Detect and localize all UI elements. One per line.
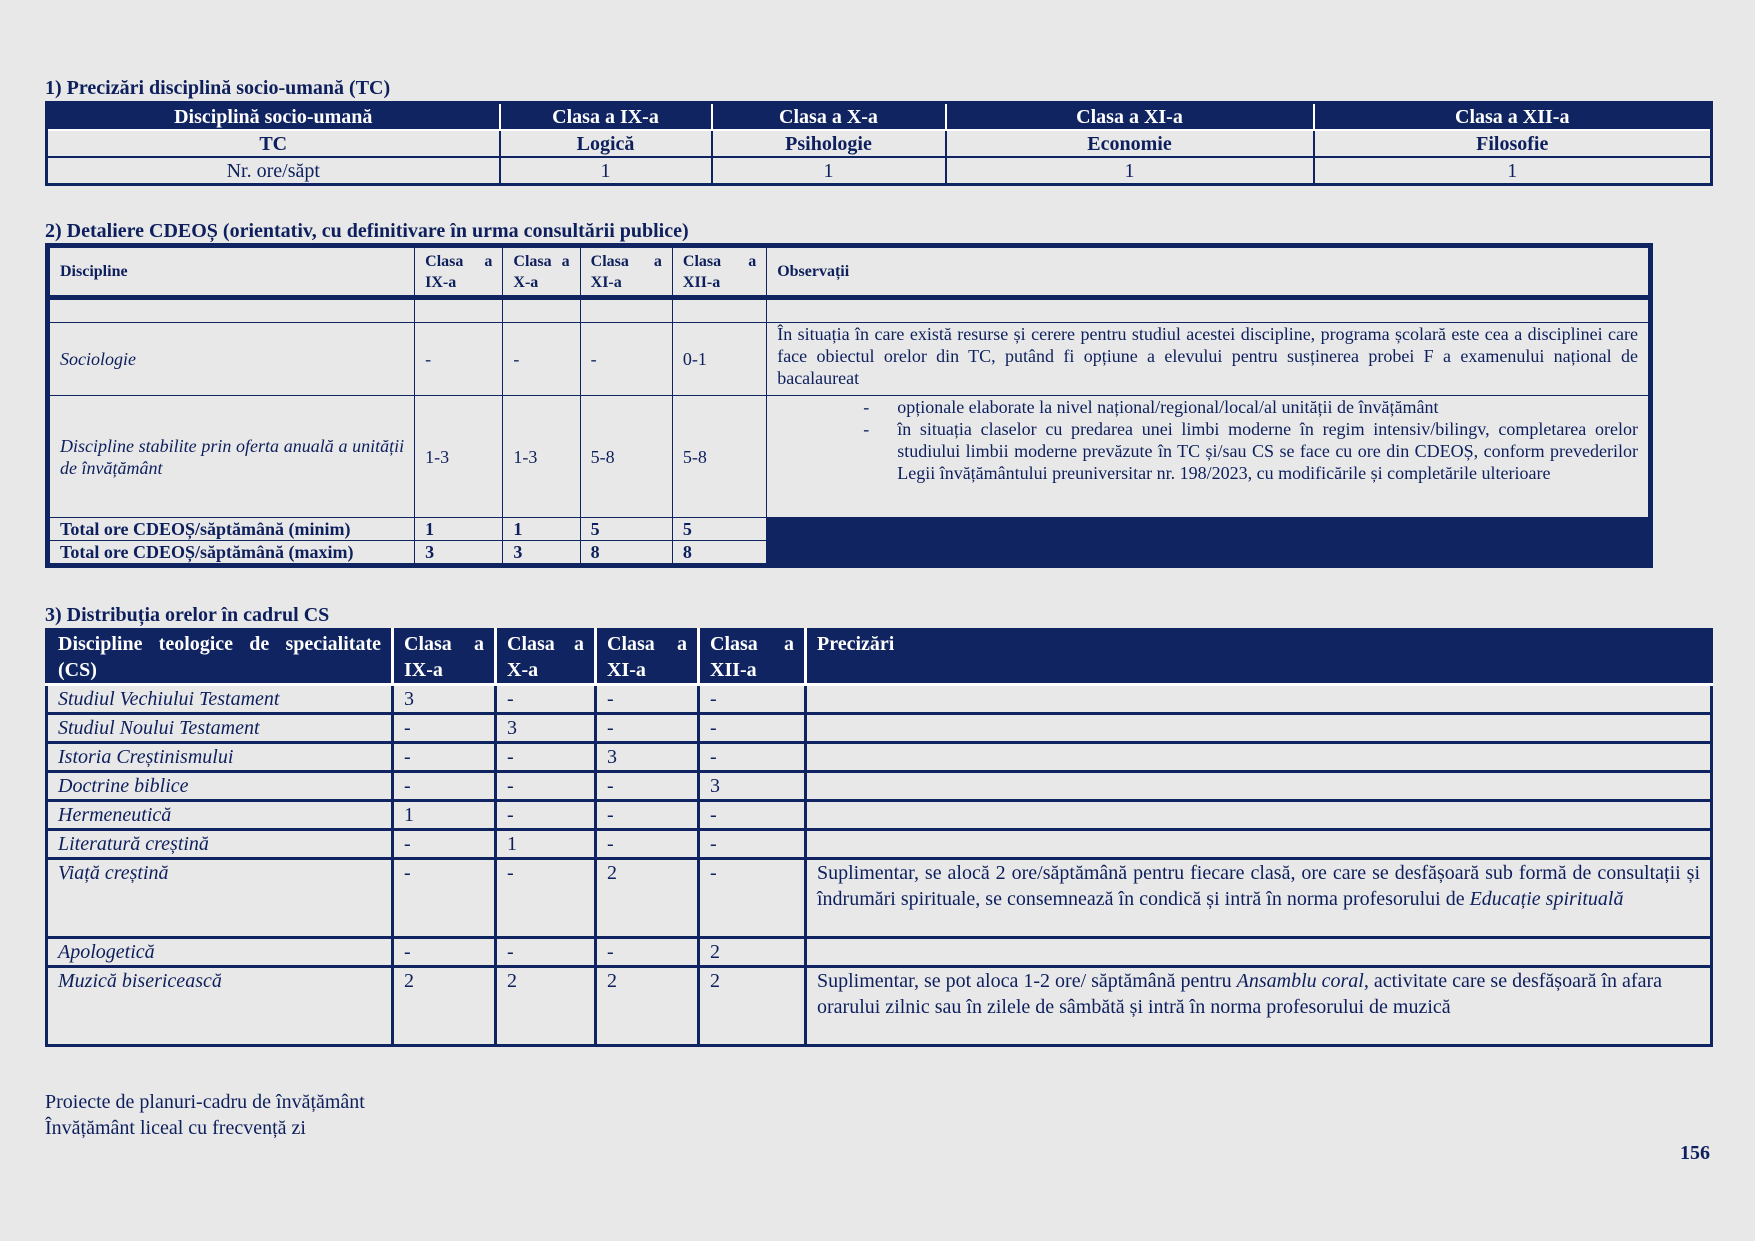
table-cell: 3 xyxy=(496,714,596,743)
column-header: Clasa a XI-a xyxy=(946,103,1314,131)
table-row xyxy=(47,157,1712,185)
table-cell: - xyxy=(393,830,496,859)
table-cell: 1 xyxy=(393,801,496,830)
table-cell: 1 xyxy=(415,518,503,541)
table-cell: - xyxy=(496,743,596,772)
table-cell: - xyxy=(496,938,596,967)
table-cell: Psihologie xyxy=(712,130,946,157)
table-cell: 5 xyxy=(580,518,672,541)
observation-list xyxy=(777,396,1638,484)
table-cell: Economie xyxy=(946,130,1314,157)
table-cell: - xyxy=(596,714,699,743)
table-cell: 3 xyxy=(415,541,503,566)
table-cell: - xyxy=(596,772,699,801)
footer-line: Învățământ liceal cu frecvență zi xyxy=(45,1117,306,1139)
table-cell: - xyxy=(699,830,806,859)
table-row xyxy=(47,967,1712,1046)
table-cell: 2 xyxy=(496,967,596,1046)
column-header: Clasa a XI-a xyxy=(580,246,672,298)
shaded-cell xyxy=(767,518,1651,566)
table-cell: - xyxy=(699,714,806,743)
column-header: Clasa a XI-a xyxy=(596,630,699,685)
table-cell: 1 xyxy=(1314,157,1712,185)
table-cell: 1-3 xyxy=(503,396,580,518)
table-cell: 3 xyxy=(503,541,580,566)
total-label: Total ore CDEOȘ/săptămână (maxim) xyxy=(48,541,415,566)
table-cell: - xyxy=(699,685,806,714)
table-cell: - xyxy=(580,323,672,396)
table-cell: - xyxy=(596,830,699,859)
column-header: Clasa a X-a xyxy=(496,630,596,685)
table-cell: - xyxy=(496,772,596,801)
table-row xyxy=(47,685,1712,714)
table-cell: 8 xyxy=(672,541,766,566)
table-cell: - xyxy=(596,801,699,830)
table-cell: - xyxy=(393,714,496,743)
table-cell: - xyxy=(503,323,580,396)
discipline-name: Muzică bisericească xyxy=(47,967,393,1046)
table-cell: - xyxy=(393,938,496,967)
column-header: Clasa a IX-a xyxy=(393,630,496,685)
table-cell: - xyxy=(393,859,496,938)
discipline-name: Viață creștină xyxy=(47,859,393,938)
discipline-name: Studiul Vechiului Testament xyxy=(47,685,393,714)
table-cell: 3 xyxy=(596,743,699,772)
discipline-name: Apologetică xyxy=(47,938,393,967)
note-cell xyxy=(806,685,1712,714)
table-row xyxy=(47,743,1712,772)
note-text: , activitate care se desfășoară în afara orarului zilnic sau în zilele de sâmbătă și intră în norma profesorului de muzică xyxy=(817,970,1662,1018)
table-cell: 8 xyxy=(580,541,672,566)
discipline-name: Sociologie xyxy=(48,323,415,396)
table-row xyxy=(47,130,1712,157)
column-header: Clasa a X-a xyxy=(503,246,580,298)
table-row xyxy=(47,859,1712,938)
table-cell: 5-8 xyxy=(672,396,766,518)
table-cell: Nr. ore/săpt xyxy=(47,157,500,185)
table-cell: 2 xyxy=(393,967,496,1046)
column-header: Clasa a XII-a xyxy=(699,630,806,685)
table-cell: 5-8 xyxy=(580,396,672,518)
discipline-name: Istoria Creștinismului xyxy=(47,743,393,772)
column-header: Clasa a IX-a xyxy=(500,103,712,131)
table-cell: 2 xyxy=(596,859,699,938)
table-cell: 2 xyxy=(596,967,699,1046)
table-cell: - xyxy=(596,685,699,714)
cdeos-table xyxy=(45,243,1653,568)
table-row xyxy=(48,323,1651,396)
table-cell: 3 xyxy=(699,772,806,801)
observation-note xyxy=(767,396,1651,518)
note-cell xyxy=(806,830,1712,859)
table-cell: - xyxy=(596,938,699,967)
note-emphasis: Educație spirituală xyxy=(1469,888,1624,910)
table-row xyxy=(47,938,1712,967)
table-cell: - xyxy=(699,743,806,772)
discipline-name: Discipline stabilite prin oferta anuală a unității de învățământ xyxy=(48,396,415,518)
page-footer xyxy=(45,1089,365,1141)
table-cell: 1 xyxy=(503,518,580,541)
discipline-name: Hermeneutică xyxy=(47,801,393,830)
list-item: - în situația claselor cu predarea unei limbi moderne în regim intensiv/bilingv, completarea orelor studiului limbii moderne prevăzute în TC și/sau CS se face cu ore din CDEOȘ, conform prevederilor Legii învățământului preuniversitar nr. 198/2023, cu modificările și completările ulterioare xyxy=(777,418,1638,484)
table-cell: TC xyxy=(47,130,500,157)
table-cell: - xyxy=(496,801,596,830)
note-text: Suplimentar, se pot aloca 1-2 ore/ săptămână pentru xyxy=(817,970,1237,992)
total-min-row xyxy=(48,518,1651,541)
table-row xyxy=(47,830,1712,859)
table-row xyxy=(47,772,1712,801)
table-header-row xyxy=(47,103,1712,131)
section2-title: 2) Detaliere CDEOȘ (orientativ, cu definitivare în urma consultării publice) xyxy=(45,220,689,242)
cs-hours-table xyxy=(45,628,1713,1047)
section3-title: 3) Distribuția orelor în cadrul CS xyxy=(45,604,330,626)
note-cell xyxy=(806,859,1712,938)
table-cell: 1-3 xyxy=(415,396,503,518)
table-row xyxy=(48,396,1651,518)
discipline-name: Studiul Noului Testament xyxy=(47,714,393,743)
observation-note: În situația în care există resurse și cerere pentru studiul acestei discipline, programa școlară este cea a disciplinei care face obiectul orelor din TC, putând fi opțiune a elevului pentru susținerea probei F a examenului național de bacalaureat xyxy=(767,323,1651,396)
table-cell: 3 xyxy=(393,685,496,714)
page-number: 156 xyxy=(1680,1142,1710,1164)
note-cell xyxy=(806,772,1712,801)
table-cell: Logică xyxy=(500,130,712,157)
table-cell: - xyxy=(496,685,596,714)
table-cell: 0-1 xyxy=(672,323,766,396)
table-cell: Filosofie xyxy=(1314,130,1712,157)
column-header: Discipline xyxy=(48,246,415,298)
table-cell: 2 xyxy=(699,938,806,967)
table-cell: 1 xyxy=(500,157,712,185)
total-label: Total ore CDEOȘ/săptămână (minim) xyxy=(48,518,415,541)
column-header: Precizări xyxy=(806,630,1712,685)
table-cell: 1 xyxy=(496,830,596,859)
note-cell xyxy=(806,743,1712,772)
table-cell: 2 xyxy=(699,967,806,1046)
column-header: Discipline teologice de specialitate (CS) xyxy=(47,630,393,685)
note-text: Suplimentar, se alocă 2 ore/săptămână pentru fiecare clasă, ore care se desfășoară sub formă de consultații și îndrumări spirituale, se consemnează în condică și intră în norma profesorului de xyxy=(817,862,1700,910)
column-header: Disciplină socio-umană xyxy=(47,103,500,131)
table-cell: 1 xyxy=(946,157,1314,185)
discipline-name: Literatură creștină xyxy=(47,830,393,859)
note-cell xyxy=(806,938,1712,967)
note-emphasis: Ansamblu coral xyxy=(1236,970,1364,992)
table-cell: - xyxy=(393,772,496,801)
table-cell: - xyxy=(699,801,806,830)
table-cell: 5 xyxy=(672,518,766,541)
column-header: Clasa a IX-a xyxy=(415,246,503,298)
list-item: - opționale elaborate la nivel național/regional/local/al unității de învățământ xyxy=(777,396,1638,418)
column-header: Clasa a X-a xyxy=(712,103,946,131)
note-cell xyxy=(806,801,1712,830)
column-header: Observații xyxy=(767,246,1651,298)
table-row xyxy=(48,298,1651,323)
table-cell: - xyxy=(393,743,496,772)
table-cell: 1 xyxy=(712,157,946,185)
column-header: Clasa a XII-a xyxy=(672,246,766,298)
table-cell: - xyxy=(699,859,806,938)
note-cell xyxy=(806,714,1712,743)
column-header: Clasa a XII-a xyxy=(1314,103,1712,131)
section1-title: 1) Precizări disciplină socio-umană (TC) xyxy=(45,77,391,99)
socio-human-table xyxy=(45,101,1713,186)
table-cell: - xyxy=(415,323,503,396)
footer-line: Proiecte de planuri-cadru de învățământ xyxy=(45,1091,365,1113)
table-row xyxy=(47,714,1712,743)
table-header-row xyxy=(47,630,1712,685)
table-row xyxy=(47,801,1712,830)
note-cell xyxy=(806,967,1712,1046)
discipline-name: Doctrine biblice xyxy=(47,772,393,801)
table-cell: - xyxy=(496,859,596,938)
table-header-row xyxy=(48,246,1651,298)
